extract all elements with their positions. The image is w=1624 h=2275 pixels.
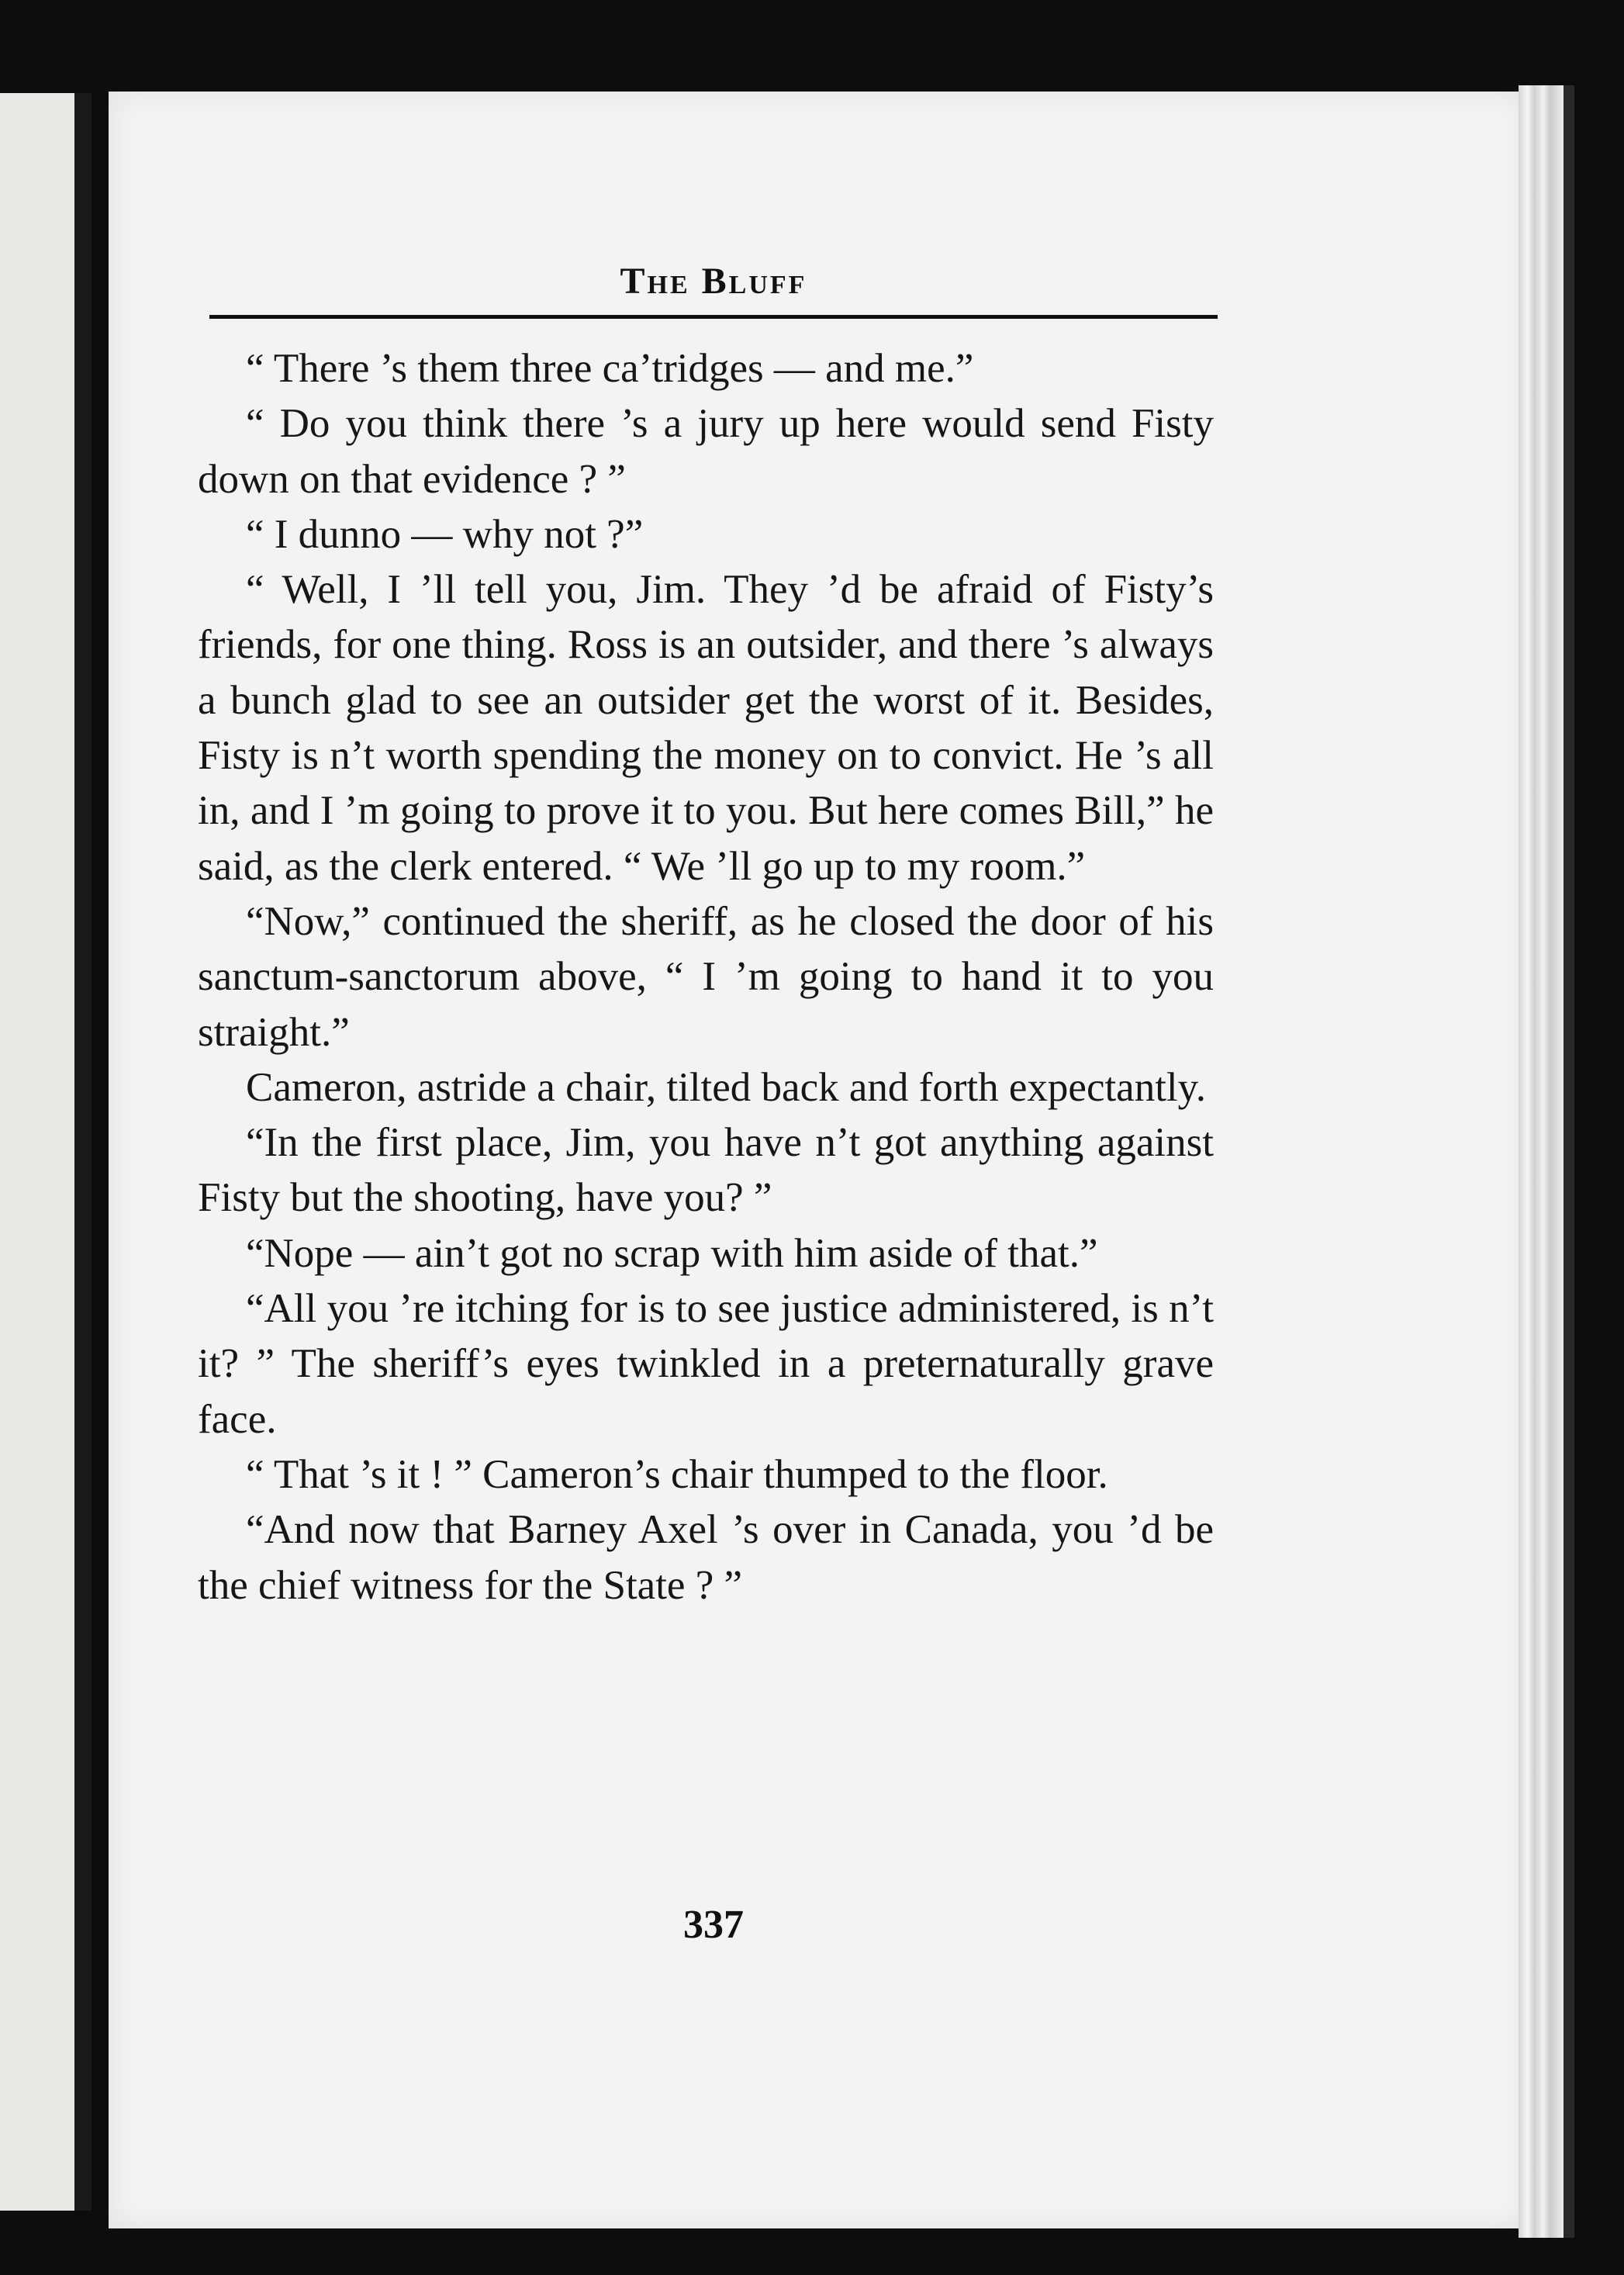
paragraph: “ That ’s it ! ” Cameron’s chair thumped to the floor.	[246, 1451, 1108, 1497]
book-gutter	[74, 93, 92, 2211]
paragraph: “ Do you think there ’s a jury up here would send Fisty down on that evidence ? ”	[198, 401, 1214, 502]
paragraph: “ There ’s them three ca’tridges — and me.”	[246, 346, 974, 391]
paragraph: Cameron, astride a chair, tilted back and forth expectantly.	[246, 1064, 1206, 1110]
paragraph: “Now,” continued the sheriff, as he closed the door of his sanctum-sanctorum above, “ I ’m going to hand it to you straight.”	[198, 898, 1214, 1055]
paragraph: “And now that Barney Axel ’s over in Canada, you ’d be the chief witness for the State ? ”	[198, 1507, 1214, 1608]
paragraph: “All you ’re itching for is to see justice administered, is n’t it? ” The sheriff’s eyes twinkled in a preternaturally grave face.	[198, 1286, 1214, 1442]
paragraph: “In the first place, Jim, you have n’t got anything against Fisty but the shooting, have you? ”	[198, 1120, 1214, 1221]
body-text	[198, 341, 1214, 1613]
cover-edge	[1564, 85, 1574, 2238]
page-stack-edge	[1519, 85, 1564, 2238]
running-head: The Bluff	[620, 261, 807, 302]
page-number: 337	[683, 1903, 744, 1947]
paragraph: “Nope — ain’t got no scrap with him aside of that.”	[246, 1230, 1098, 1276]
header-rule	[209, 315, 1218, 319]
facing-page-edge	[0, 93, 92, 2211]
paragraph: “ I dunno — why not ?”	[246, 511, 644, 557]
paragraph: “ Well, I ’ll tell you, Jim. They ’d be afraid of Fisty’s friends, for one thing. Ross is an outsider, and there ’s always a bunch glad to see an outsider get the worst of it. Besides, Fisty is n’t worth spending the money on to convict. He ’s all in, and I ’m going to prove it to you. But here comes Bill,” he said, as the clerk entered. “ We ’ll go up to my room.”	[198, 567, 1214, 889]
